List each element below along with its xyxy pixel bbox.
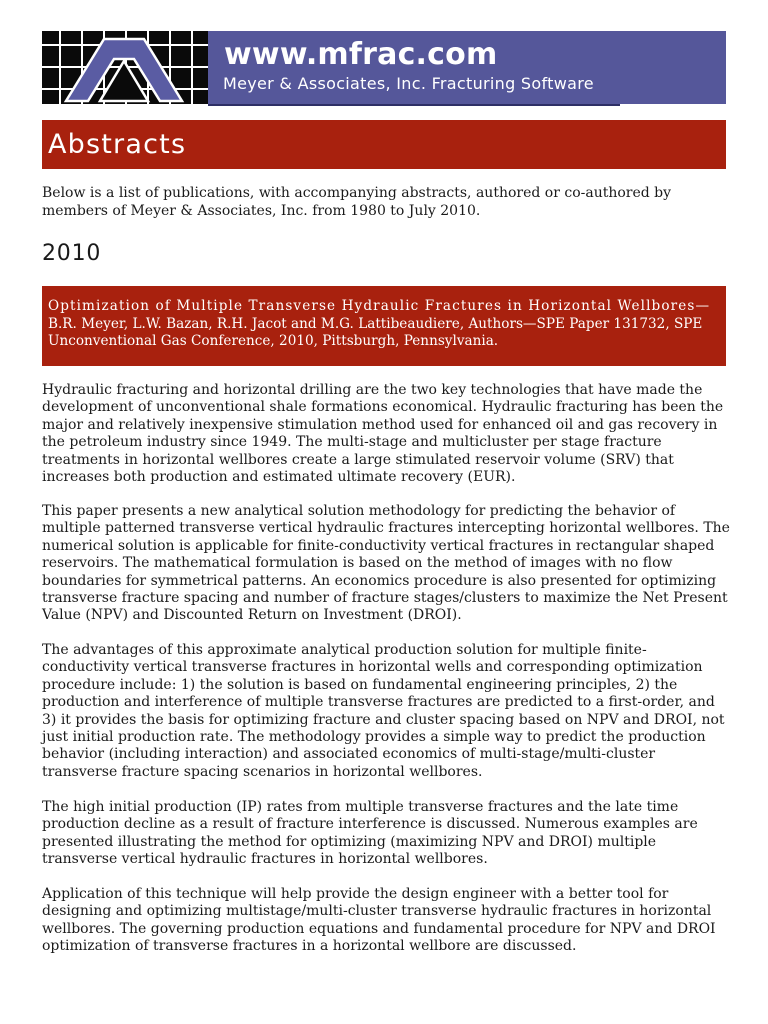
mfrac-logo-icon[interactable] bbox=[42, 31, 208, 104]
intro-paragraph: Below is a list of publications, with accompanying abstracts, authored or co-authored by members of Meyer & Associates, Inc. from 1980 to July 2010. bbox=[42, 185, 672, 219]
site-url-link[interactable]: www.mfrac.com bbox=[224, 37, 498, 72]
paper-citation: B.R. Meyer, L.W. Bazan, R.H. Jacot and M.G. Lattibeaudiere, Authors—SPE Paper 131732, SPE Unconventional Gas Conference, 2010, Pittsburgh, Pennsylvania. bbox=[48, 315, 703, 349]
site-banner bbox=[208, 31, 726, 104]
paper-citation-box bbox=[42, 286, 726, 366]
section-header-bar bbox=[42, 120, 726, 169]
paper-title: Optimization of Multiple Transverse Hydraulic Fractures in Horizontal Wellbores— bbox=[48, 298, 711, 314]
abstract-paragraph: The advantages of this approximate analytical production solution for multiple finite-conductivity vertical transverse fractures in horizontal wells and corresponding optimization procedure include: 1) the solution is based on fundamental engineering principles, 2) the production and interference of multiple transverse fractures are predicted to a first-order, and 3) it provides the basis for optimizing fracture and cluster spacing based on NPV and DROI, not just initial production rate. The methodology provides a simple way to predict the production behavior (including interaction) and associated economics of multi-stage/multi-cluster transverse fracture spacing scenarios in horizontal wellbores. bbox=[42, 642, 725, 780]
section-title: Abstracts bbox=[48, 129, 187, 160]
banner-underline bbox=[208, 104, 620, 106]
year-heading: 2010 bbox=[42, 241, 102, 266]
site-tagline: Meyer & Associates, Inc. Fracturing Software bbox=[223, 74, 594, 93]
abstract-paragraph: The high initial production (IP) rates from multiple transverse fractures and the late time production decline as a result of fracture interference is discussed. Numerous examples are presented illustrating the method for optimizing (maximizing NPV and DROI) multiple transverse vertical hydraulic fractures in horizontal wellbores. bbox=[42, 799, 698, 868]
abstract-paragraph: This paper presents a new analytical solution methodology for predicting the behavior of multiple patterned transverse vertical hydraulic fractures intercepting horizontal wellbores. The numerical solution is applicable for finite-conductivity vertical fractures in rectangular shaped reservoirs. The mathematical formulation is based on the method of images with no flow boundaries for symmetrical patterns. An economics procedure is also presented for optimizing transverse fracture spacing and number of fracture stages/clusters to maximize the Net Present Value (NPV) and Discounted Return on Investment (DROI). bbox=[42, 503, 730, 624]
abstract-paragraph: Application of this technique will help provide the design engineer with a better tool for designing and optimizing multistage/multi-cluster transverse hydraulic fractures in horizontal wellbores. The governing production equations and fundamental procedure for NPV and DROI optimization of transverse fractures in a horizontal wellbore are discussed. bbox=[42, 886, 716, 955]
abstract-paragraph: Hydraulic fracturing and horizontal drilling are the two key technologies that have made the development of unconventional shale formations economical. Hydraulic fracturing has been the major and relatively inexpensive stimulation method used for enhanced oil and gas recovery in the petroleum industry since 1949. The multi-stage and multicluster per stage fracture treatments in horizontal wellbores create a large stimulated reservoir volume (SRV) that increases both production and estimated ultimate recovery (EUR). bbox=[42, 382, 724, 486]
